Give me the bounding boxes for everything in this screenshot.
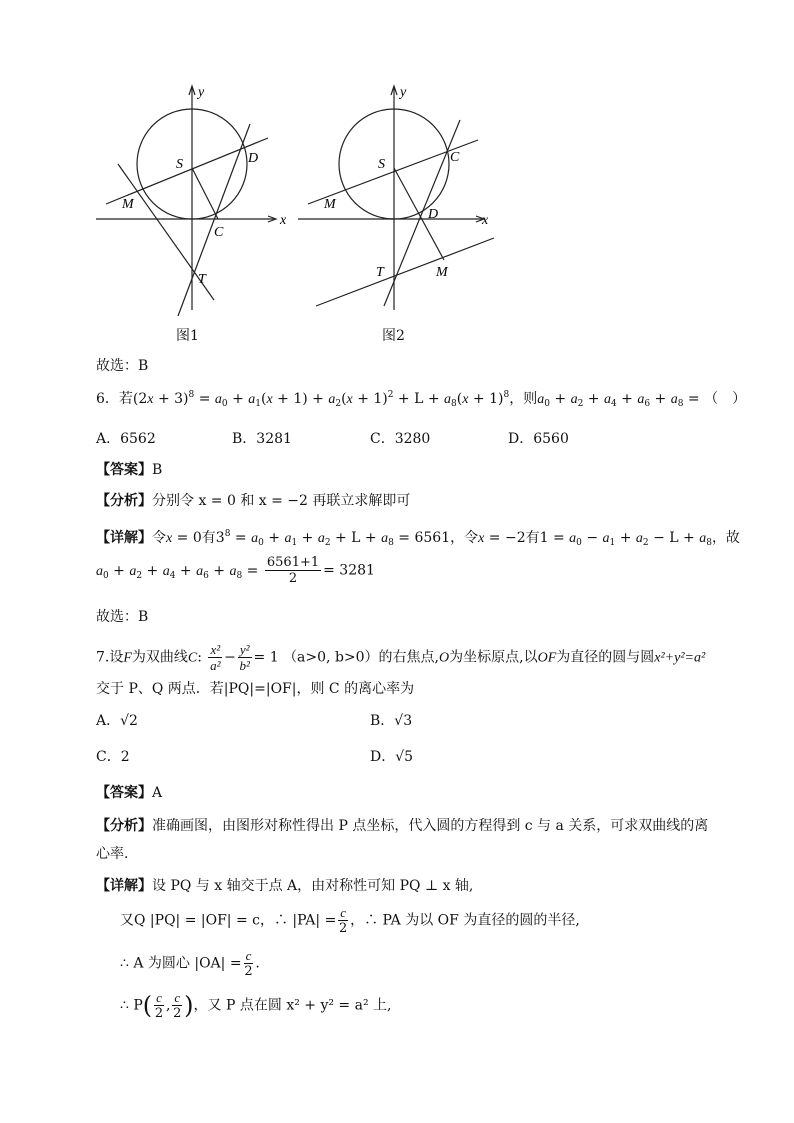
- q7-analysis-text-1: 准确画图，由图形对称性得出 P 点坐标，代入圆的方程得到 c 与 a 关系，可求双曲线的离: [152, 818, 709, 834]
- label-x: x: [280, 213, 287, 228]
- q6-detail-c: ，令: [450, 530, 479, 546]
- q7-var-o: O: [439, 650, 450, 666]
- q7-option-b: B．√3: [370, 713, 413, 729]
- q7-line1-a: 7.设: [96, 649, 124, 666]
- q6-result: [96, 555, 375, 586]
- line-sc: [192, 168, 218, 219]
- q7-frac-y: $\frac{\text{y²}}{\text{b²}}$: [239, 642, 250, 673]
- q6-detail-a: 令: [152, 530, 166, 546]
- q6-result-value: = 3281: [323, 562, 375, 579]
- q7-detail-2b: ，∴ PA 为以 OF 为直径的圆的半径,: [350, 912, 580, 929]
- q7-var-of: OF: [537, 650, 557, 666]
- label-c: C: [450, 150, 460, 165]
- q7-frac-c2-c: [154, 990, 164, 1021]
- q7-line1-d: 为坐标原点,以: [449, 649, 538, 666]
- q6-detail-eq1: $3^8 = a_0 + a_1 + a_2 + L + a_8 = 6561$: [215, 529, 451, 548]
- q6-answer-tag: 【答案】: [96, 462, 152, 478]
- label-t: T: [198, 272, 206, 287]
- figure-1-diagram: [96, 78, 296, 318]
- q6-analysis-text: 分别令 x = 0 和 x = −2 再联立求解即可: [152, 493, 411, 509]
- line-tc: [384, 120, 460, 306]
- q6-analysis-tag: 【分析】: [96, 493, 152, 509]
- q7-detail-3: [120, 948, 260, 979]
- q7-frac-c2-a: [338, 905, 348, 936]
- q7-detail-2: [120, 905, 580, 936]
- q6-result-sum: $a_0 + a_2 + a_4 + a_6 + a_8$ =: [96, 562, 263, 581]
- q6-analysis: [96, 490, 410, 510]
- q6-detail-eq2: $1 = a_0 - a_1 + a_2 - L + a_8$: [539, 530, 712, 548]
- q6-frac-den: 2: [288, 571, 298, 586]
- q7-stem-line2: 交于 P、Q 两点．若|PQ|=|OF|，则 C 的离心率为: [96, 681, 415, 697]
- q7-var-f: F: [123, 650, 132, 666]
- q6-detail-e: ，故: [711, 530, 740, 546]
- q7-frac-c2-a-den: 2: [339, 921, 348, 936]
- q7-option-d: D．√5: [370, 749, 414, 765]
- q6-detail: [96, 527, 740, 548]
- q7-answer: [96, 782, 162, 802]
- q6-number: 6．若: [96, 391, 133, 407]
- q7-frac-c2-b-den: 2: [244, 964, 253, 979]
- line-tm: [316, 238, 494, 306]
- q6-stem-end: （ ）: [704, 391, 747, 407]
- figure-2: [298, 78, 498, 318]
- q7-detail-1: [96, 875, 473, 895]
- line-td: [178, 124, 250, 316]
- q7-detail-tag: 【详解】: [96, 878, 152, 894]
- label-y: y: [198, 85, 205, 100]
- q6-sum: $a_0 + a_2 + a_4 + a_6 + a_8$ =: [537, 391, 705, 409]
- q6-conclusion: 故选：B: [96, 609, 149, 625]
- q7-frac-c2-c-num: c: [156, 990, 162, 1005]
- label-y: y: [400, 85, 407, 100]
- q7-var-c: C: [187, 650, 198, 666]
- q7-frac-x: $\frac{\text{x²}}{\text{a²}}$: [210, 642, 221, 673]
- label-m2: M: [436, 265, 448, 280]
- figure-1-caption: 图1: [176, 328, 199, 344]
- figure-2-caption: 图2: [382, 328, 405, 344]
- q7-detail-2a: 又Q |PQ| = |OF| = c，∴ |PA| =: [120, 912, 337, 929]
- q7-frac-c2-d-num: c: [174, 990, 181, 1005]
- q7-frac-c2-b: [244, 948, 254, 979]
- q6-option-b: B．3281: [232, 431, 292, 447]
- figure-1: [96, 78, 296, 318]
- q7-option-a: A．√2: [96, 713, 138, 729]
- label-t: T: [376, 265, 384, 280]
- label-s: S: [176, 157, 183, 172]
- q7-option-c: C．2: [96, 749, 130, 765]
- q6-detail-b: 有: [201, 530, 216, 546]
- q6-detail-x0: x = 0: [166, 530, 202, 546]
- q7-detail-4a: ∴ P: [120, 997, 143, 1014]
- q7-analysis-1: [96, 815, 708, 835]
- q6-stem-tail: ，则: [509, 391, 538, 407]
- label-x: x: [482, 213, 489, 228]
- label-d: D: [248, 151, 259, 166]
- q6-frac-num: 6561+1: [266, 555, 320, 570]
- q7-frac-c2-a-num: c: [340, 905, 347, 920]
- q5-conclusion: 故选：B: [96, 358, 149, 374]
- label-s: S: [378, 157, 385, 172]
- q7-answer-tag: 【答案】: [96, 785, 152, 801]
- label-m: M: [122, 197, 134, 212]
- q7-analysis-2: 心率.: [96, 846, 129, 862]
- line-md: [106, 138, 268, 204]
- q7-frac-c2-d: [172, 990, 182, 1021]
- q7-detail-3a: ∴ A 为圆心 |OA| =: [120, 955, 242, 972]
- q6-detail-tag: 【详解】: [96, 530, 152, 546]
- q6-option-a: A．6562: [96, 431, 156, 447]
- q7-detail-4: ∴ P( $\frac{c}{2}$ , $\frac{c}{2}$ )，又 P 点在圆 x² + y² = a² 上,: [120, 990, 392, 1021]
- label-c: C: [214, 225, 224, 240]
- q7-detail-3b: .: [255, 955, 260, 972]
- label-d: D: [428, 207, 439, 222]
- q7-answer-value: A: [152, 785, 163, 801]
- q6-answer: [96, 459, 162, 479]
- q6-detail-x2: x = −2: [478, 530, 526, 546]
- q6-stem: [96, 388, 746, 409]
- q6-option-d: D．6560: [508, 431, 569, 447]
- q7-detail-4b: ，又 P 点在圆 x² + y² = a² 上,: [193, 997, 392, 1014]
- q6-answer-value: B: [152, 462, 163, 478]
- label-m: M: [324, 197, 336, 212]
- q7-line1-b: 为双曲线: [131, 649, 188, 666]
- q7-circle-eq: x²+y²=a²: [654, 650, 706, 666]
- q7-line1-e: 为直径的圆与圆: [556, 649, 655, 666]
- q7-frac-c2-b-num: c: [245, 948, 252, 963]
- figure-2-diagram: [298, 78, 498, 318]
- q7-frac-c2-c-den: 2: [154, 1006, 164, 1021]
- q7-stem-line1: 7.设F为双曲线C: $\frac{\text{x²}}{\text{a²}}$ − $\frac{\text{y²}}{\text{b²}}$ = 1 （a>0, b>0）的右焦点,O为坐标原点,以OF为直径的圆与圆x²+y²=a²: [96, 642, 706, 673]
- q6-option-c: C．3280: [370, 431, 431, 447]
- q7-analysis-tag: 【分析】: [96, 818, 152, 834]
- q6-result-fraction: [265, 555, 321, 586]
- q7-detail-1-text: 设 PQ 与 x 轴交于点 A，由对称性可知 PQ ⊥ x 轴,: [152, 878, 474, 894]
- q7-frac-c2-d-den: 2: [173, 1006, 182, 1021]
- q6-formula: $(2x + 3)^8 = a_0 + a_1(x + 1) + a_2(x + 1)^2 + L + a_8(x + 1)^8$: [132, 390, 510, 409]
- q6-detail-d: 有: [525, 530, 540, 546]
- q7-line1-c: （a>0, b>0）的右焦点,: [283, 649, 439, 666]
